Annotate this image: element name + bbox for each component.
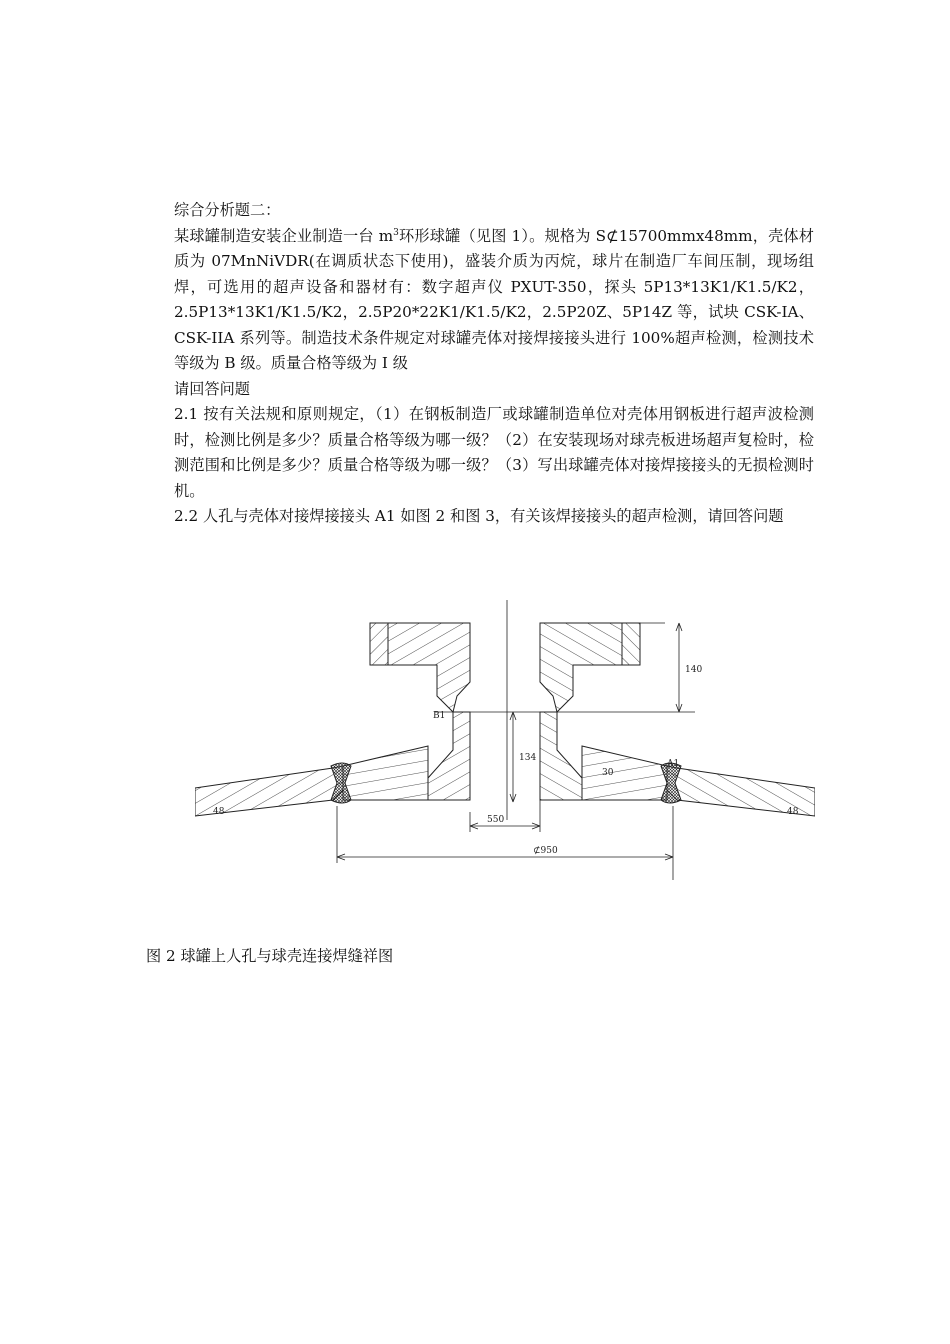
left-flange-cap bbox=[370, 623, 388, 665]
label-48-right: 48 bbox=[787, 807, 799, 817]
label-b1: B1 bbox=[433, 711, 446, 721]
dim-140-label: 140 bbox=[685, 665, 703, 675]
right-flange-cap bbox=[622, 623, 640, 665]
intro-paragraph bbox=[174, 224, 814, 377]
intro-superscript: 3 bbox=[393, 227, 399, 238]
intro-text-b: 环形球罐（见图 1）。规格为 S⊄15700mmx48mm，壳体材质为 07MnNiVDR(在调质状态下使用)，盛装介质为丙烷，球片在制造厂车间压制，现场组焊，可选用的超声设备和器材有：数字超声仪 PXUT-350，探头 5P13*13K1/K1.5/K2，2.5P13*13K1/K1.5/K2，2.5P20*22K1/K1.5/K2，2.5P20Z、5P14Z 等，试块 CSK-IA、CSK-IIA 系列等。制造技术条件规定对球罐壳体对接焊接接头进行 100%超声检测，检测技术等级为 B 级。质量合格等级为 I 级 bbox=[174, 226, 814, 372]
intro-text-a: 某球罐制造安装企业制造一台 m bbox=[174, 226, 394, 245]
question-2-2: 2.2 人孔与壳体对接焊接接头 A1 如图 2 和图 3，有关该焊接接头的超声检测，请回答问题 bbox=[174, 507, 784, 525]
label-a1: A1 bbox=[667, 759, 680, 769]
dim-950-label: ⊄950 bbox=[533, 846, 558, 856]
figure-caption: 图 2 球罐上人孔与球壳连接焊缝祥图 bbox=[146, 947, 394, 965]
dim-134-label: 134 bbox=[519, 753, 537, 763]
section-title: 综合分析题二： bbox=[174, 201, 281, 219]
dim-550-label: 550 bbox=[487, 815, 505, 825]
figure-drawing bbox=[195, 600, 815, 885]
label-48-left: 48 bbox=[213, 807, 225, 817]
question-2-1: 2.1 按有关法规和原则规定，（1）在钢板制造厂或球罐制造单位对壳体用钢板进行超声波检测时，检测比例是多少？质量合格等级为哪一级？（2）在安装现场对球壳板进场超声复检时，检测范围和比例是多少？质量合格等级为哪一级？（3）写出球罐壳体对接焊接接头的无损检测时机。 bbox=[174, 405, 814, 500]
label-30: 30 bbox=[602, 768, 614, 778]
prompt-line: 请回答问题 bbox=[174, 379, 250, 398]
manhole-weld-figure bbox=[195, 600, 815, 885]
left-transition bbox=[343, 746, 428, 800]
right-transition bbox=[582, 746, 667, 800]
question-text bbox=[174, 198, 814, 530]
